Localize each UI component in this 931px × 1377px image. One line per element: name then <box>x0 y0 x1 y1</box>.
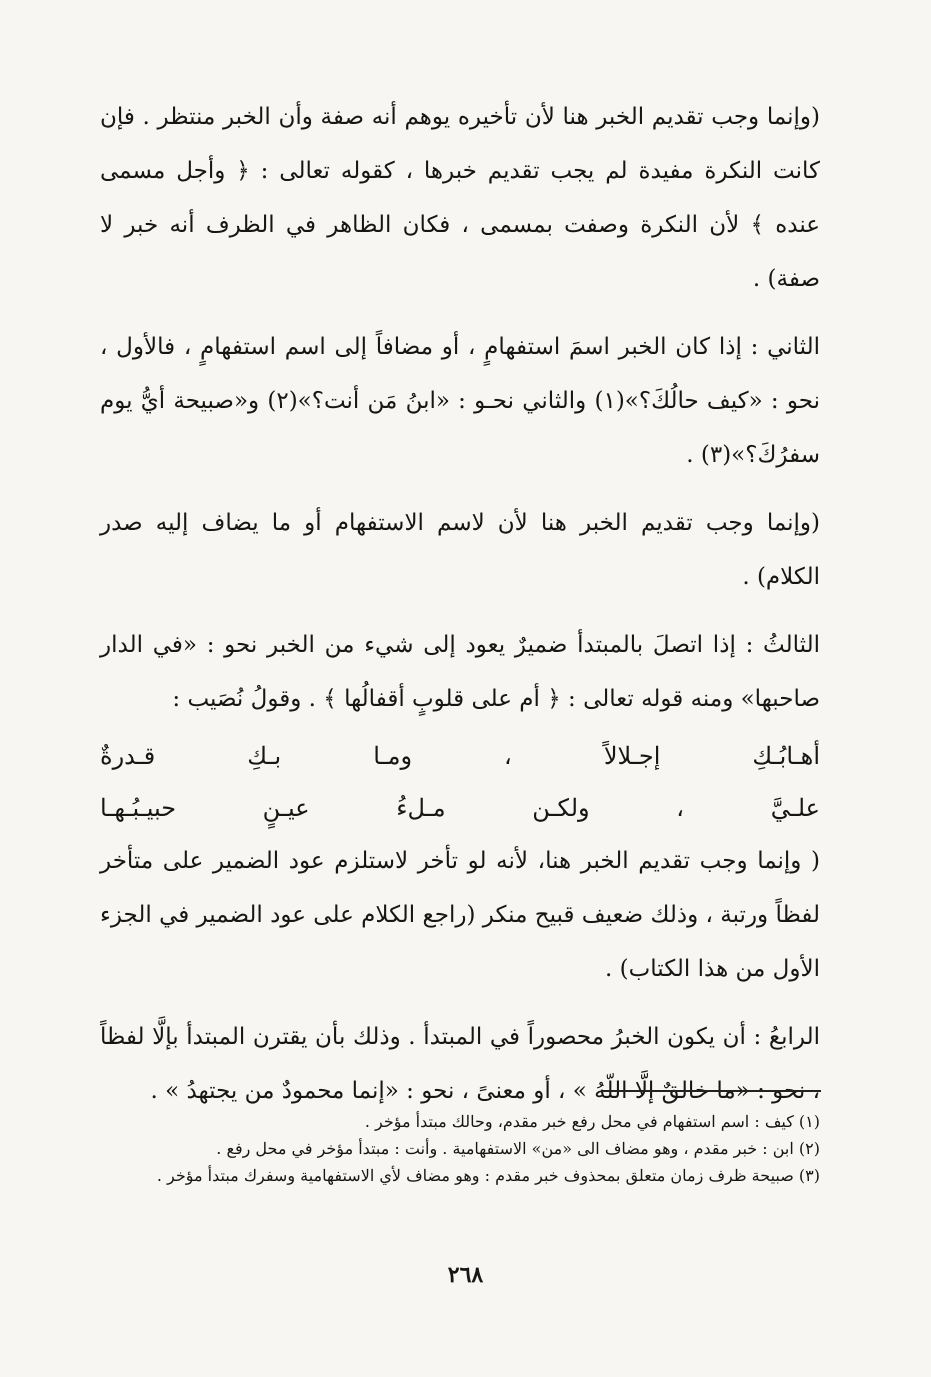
verse-first-hemistich: أهـابُـكِ إجـلالاً ، ومـا بـكِ قـدرةٌ <box>100 742 820 770</box>
paragraph-third-case: الثالثُ : إذا اتصلَ بالمبتدأ ضميرٌ يعود إلى شيء من الخبر نحو : «في الدار صاحبها» ومنه قوله تعالى : ﴿ أم على قلوبٍ أقفالُها ﴾ . وقولُ نُصَيب : <box>100 632 820 712</box>
paragraph-note-interrogative: (وإنما وجب تقديم الخبر هنا لأن لاسم الاستفهام أو ما يضاف إليه صدر الكلام) . <box>100 510 820 590</box>
footnote-separator <box>601 1090 821 1092</box>
footnotes <box>110 1108 820 1189</box>
footnote-2: (٢) ابن : خبر مقدم ، وهو مضاف الى «من» الاستفهامية . وأنت : مبتدأ مؤخر في محل رفع . <box>216 1139 820 1158</box>
footnote-3: (٣) صبيحة ظرف زمان متعلق بمحذوف خبر مقدم : وهو مضاف لأي الاستفهامية وسفرك مبتدأ مؤخر . <box>156 1166 820 1185</box>
paragraph-second-case: الثاني : إذا كان الخبر اسمَ استفهامٍ ، أو مضافاً إلى اسم استفهامٍ ، فالأول ، نحو : «كيف حالُكَ؟»(١) والثاني نحـو : «ابنُ مَن أنت؟»(٢) و«صبيحة أيُّ يوم سفرُكَ؟»(٣) . <box>100 334 821 468</box>
paragraph-note-indefinite: (وإنما وجب تقديم الخبر هنا لأن تأخيره يوهم أنه صفة وأن الخبر منتظر . فإن كانت النكرة مفيدة لم يجب تقديم خبرها ، كقوله تعالى : ﴿ وأجل مسمى عنده ﴾ لأن النكرة وصفت بمسمى ، فكان الظاهر في الظرف أنه خبر لا صفة) . <box>100 104 821 292</box>
verse-second-hemistich: علـيَّ ، ولكـن مـلءُ عيـنٍ حبيـبُـهـا <box>100 794 820 822</box>
footnote-1: (١) كيف : اسم استفهام في محل رفع خبر مقدم، وحالك مبتدأ مؤخر . <box>364 1112 820 1131</box>
page-number: ٢٦٨ <box>447 1262 484 1288</box>
paragraph-note-pronoun: ( وإنما وجب تقديم الخبر هنا، لأنه لو تأخر لاستلزم عود الضمير على متأخر لفظاً ورتبة ، وذلك ضعيف قبيح منكر (راجع الكلام على عود الضمير في الجزء الأول من هذا الكتاب) . <box>100 848 820 982</box>
page-body <box>100 90 820 1132</box>
paragraph-fourth-case: الرابعُ : أن يكون الخبرُ محصوراً في المبتدأ . وذلك بأن يقترن المبتدأ بإلَّا لفظاً ، نحو : «ما خالقٌ إلَّا اللّهُ » ، أو معنىً ، نحو : «إنما محمودٌ من يجتهدُ » . <box>100 1024 820 1104</box>
poem-verse <box>100 730 820 834</box>
